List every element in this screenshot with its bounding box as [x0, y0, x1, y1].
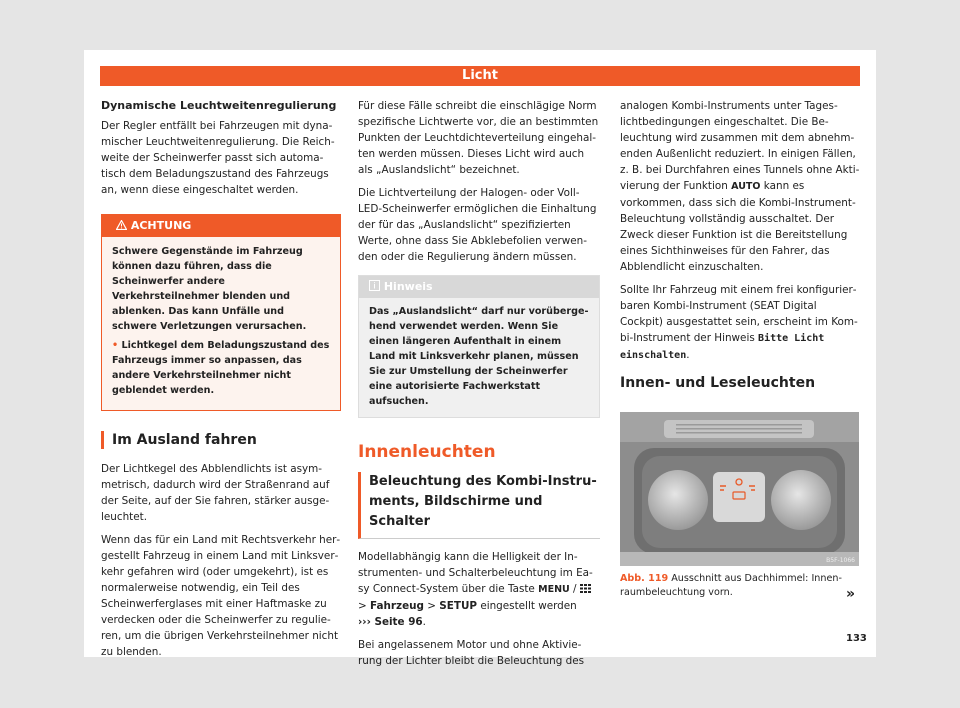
- page-reference: ››› Seite 96: [358, 616, 423, 628]
- heading-interior-lights: Innenleuchten: [358, 442, 496, 462]
- paragraph: Modellabhängig kann die Helligkeit der Instrumenten- und Schalterbeleuchtung im Easy Connect-System über die Taste MENU / > Fahrzeug > SETUP eingestellt werden ››› Seite 96.: [358, 551, 593, 628]
- warning-item: [112, 338, 330, 398]
- text: .: [686, 349, 690, 361]
- text: eingestellt werden: [477, 600, 577, 612]
- auto-key: AUTO: [731, 181, 761, 192]
- heading-abroad: Im Ausland fahren: [101, 431, 341, 449]
- setup-label: SETUP: [439, 600, 478, 612]
- paragraph: Der Lichtkegel des Abblendlichts ist asymmetrisch, dadurch wird der Straßenrand auf der Seite, auf der Sie fahren, stärker ausgeleuchtet.: [101, 463, 330, 523]
- fahrzeug-label: Fahrzeug: [370, 600, 424, 612]
- apps-grid-icon: [580, 583, 591, 595]
- figure-label: Abb. 119: [620, 573, 669, 584]
- chapter-header: Licht: [100, 66, 860, 86]
- column-2: [358, 98, 600, 676]
- paragraph: [620, 282, 860, 364]
- figure-roof-console: [620, 412, 859, 566]
- caption-text: Ausschnitt aus Dachhimmel: Innenraumbeleuchtung vorn.: [620, 573, 842, 598]
- bullet: •: [112, 340, 119, 351]
- figure-caption: [620, 572, 842, 600]
- info-icon: [369, 280, 384, 293]
- warning-header: [102, 215, 340, 237]
- warning-triangle-icon: [116, 219, 131, 232]
- column-3: [620, 98, 860, 402]
- warning-body: [102, 237, 340, 410]
- display-message: Bitte Licht einschalten: [620, 333, 825, 361]
- heading-reading-lights: Innen- und Leseleuchten: [620, 375, 816, 391]
- warning-item-text: Lichtkegel dem Beladungszustand des Fahrzeugs immer so anpassen, das andere Verkehrsteilnehmer nicht geblendet werden.: [112, 340, 330, 396]
- paragraph: [620, 98, 860, 275]
- paragraph: Der Regler entfällt bei Fahrzeugen mit dynamischer Leuchtweitenregulierung. Die Reichweite der Scheinwerfer passt sich automatisch dem Beladungszustand des Fahrzeugs an, wenn diese eingeschaltet werden.: [101, 120, 335, 196]
- paragraph: Wenn das für ein Land mit Rechtsverkehr hergestellt Fahrzeug in einem Land mit Linksverkehr gefahren wird (oder umgekehrt), ist es normalerweise notwendig, ein Teil des Scheinwerferglases mit einer Haftmaske zu verdecken oder die Scheinwerfer zu regulieren, um die übrigen Verkehrsteilnehmer nicht zu blenden.: [101, 534, 341, 658]
- paragraph: Die Lichtverteilung der Halogen- oder Voll-LED-Scheinwerfer ermöglichen die Einhaltung der für das „Auslandslicht“ spezifizierten Werte, ohne dass Sie Abklebefolien verwenden oder die Regulierung ändern müssen.: [358, 187, 597, 263]
- section-title: Dynamische Leuchtweitenregulierung: [101, 99, 337, 112]
- text: Sollte Ihr Fahrzeug mit einem frei konfigurierbaren Kombi-Instrument (SEAT Digital Cockpit) ausgestattet sein, erscheint im Kombi-Instrument der Hinweis: [620, 284, 858, 344]
- note-box: [358, 275, 600, 418]
- note-header: [359, 276, 599, 298]
- warning-box: [101, 214, 341, 411]
- page-number: 133: [846, 633, 867, 644]
- roof-console-illustration: [620, 412, 859, 566]
- note-title: Hinweis: [383, 280, 433, 293]
- note-body: Das „Auslandslicht“ darf nur vorübergehend verwendet werden. Wenn Sie einen längeren Aufenthalt in einem Land mit Linksverkehr planen, müssen Sie zur Umstellung der Scheinwerfer eine autorisierte Fachwerkstatt aufsuchen.: [369, 306, 589, 407]
- text: kann es vorkommen, dass sich die Kombi-Instrument-Beleuchtung vollständig ausschaltet. Der Zweck dieser Funktion ist die Bereitstellung eines Sichthinweises für den Fahrer, das Abblendlicht einzuschalten.: [620, 180, 856, 273]
- warning-text: Schwere Gegenstände im Fahrzeug können dazu führen, dass die Scheinwerfer andere Verkehrsteilnehmer blenden und ablenken. Das kann Unfälle und schwere Verletzungen verursachen.: [112, 246, 307, 332]
- text: Modellabhängig kann die Helligkeit der Instrumenten- und Schalterbeleuchtung im Easy Connect-System über die Taste: [358, 551, 593, 595]
- paragraph: Bei angelassenem Motor und ohne Aktivierung der Lichter bleibt die Beleuchtung des: [358, 639, 585, 667]
- text: >: [358, 600, 371, 612]
- figure-code: B5F-1066: [826, 557, 855, 564]
- text: analogen Kombi-Instruments unter Tageslichtbedingungen eingeschaltet. Die Beleuchtung wird zusammen mit dem abnehmenden Außenlicht reduziert. In einigen Fällen, z. B. bei Durchfahren eines Tunnels ohne Aktivierung der Funktion: [620, 100, 860, 192]
- menu-key: MENU: [538, 584, 570, 595]
- paragraph: Für diese Fälle schreibt die einschlägige Norm spezifische Lichtwerte vor, die an bestimmten Punkten der Leuchtdichteverteilung eingehalten werden müssen. Dieses Licht wird auch als „Auslandslicht“ bezeichnet.: [358, 100, 599, 176]
- warning-title: ACHTUNG: [130, 219, 192, 232]
- heading-instrument-lighting: Beleuchtung des Kombi-Instruments, Bildschirme und Schalter: [358, 472, 600, 539]
- column-1: [101, 98, 341, 667]
- continue-marker: »: [846, 586, 856, 602]
